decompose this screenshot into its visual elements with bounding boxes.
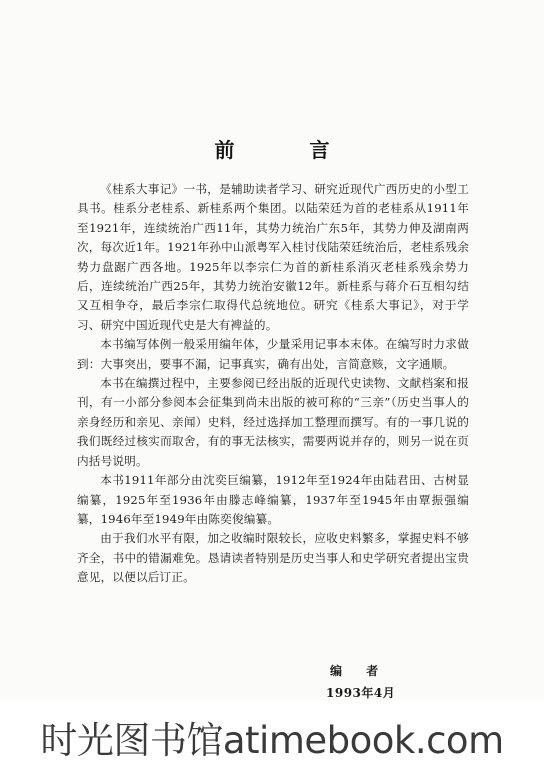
paragraph-sources: 本书在编撰过程中，主要参阅已经出版的近现代史读物、文献档案和报刊，有一小部分参阅本会征集到尚未出版的被可称的“三亲”（历史当事人的亲身经历和亲见、亲闻）史料，经过选择加工整理而撰写。有的一事几说的我们既经过核实而取舍，有的事无法核实，需要两说并存的，则另一说在页内括号说明。	[77, 376, 469, 468]
preface-body	[77, 180, 469, 588]
paragraph-intro: 《桂系大事记》一书，是辅助读者学习、研究近现代广西历史的小型工具书。桂系分老桂系、新桂系两个集团。以陆荣廷为首的老桂系从1911年至1921年，连续统治广西11年，其势力统治广东5年，其势力伸及湖南两次，每次近1年。1921年孙中山派粤军入桂讨伐陆荣廷统治后，老桂系残余势力盘踞广西各地。1925年以李宗仁为首的新桂系消灭老桂系残余势力后，连续统治广西25年，其势力统治安徽12年。新桂系与蒋介石互相勾结又互相争夺，最后李宗仁取得代总统地位。研究《桂系大事记》，对于学习、研究中国近现代史是大有裨益的。	[77, 182, 469, 332]
date-line: 1993年4月	[326, 686, 396, 700]
paragraph-authors: 本书1911年部分由沈奕巨编纂，1912年至1924年由陆君田、古树显编纂，1925年至1936年由滕志峰编纂，1937年至1945年由覃振强编纂，1946年至1949年由陈奕俊编纂。	[77, 473, 469, 526]
paragraph-format: 本书编写体例一般采用编年体，少量采用记事本末体。在编写时力求做到：大事突出，要事不漏，记事真实，确有出处，言简意赅，文字通顺。	[77, 337, 469, 371]
page-title: 前 言	[214, 138, 364, 162]
signature: 编 者	[330, 664, 389, 678]
watermark-banner: 时光图书馆atimebook.com	[40, 719, 504, 762]
paragraph-closing: 由于我们水平有限，加之收编时限较长，应收史料繁多，掌握史料不够齐全，书中的错漏难免。恳请读者特别是历史当事人和史学研究者提出宝贵意见，以便以后订正。	[77, 531, 469, 585]
